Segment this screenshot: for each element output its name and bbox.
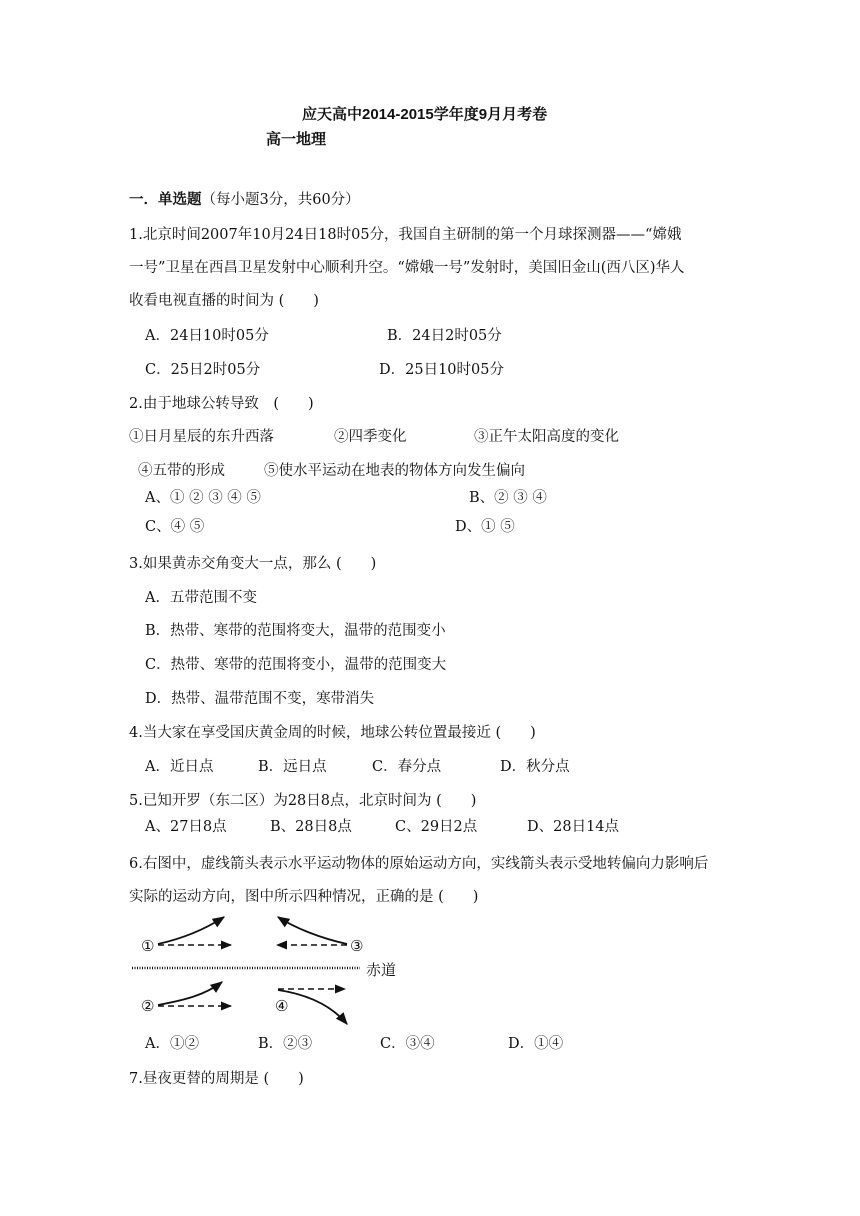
q3-option-c: C．热带、寒带的范围将变小，温带的范围变大	[145, 657, 447, 673]
q2-option-a: A、① ② ③ ④ ⑤	[145, 490, 261, 506]
q1-stem-line-2: 一号”卫星在西昌卫星发射中心顺利升空。“嫦娥一号”发射时，美国旧金山(西八区)华人	[129, 260, 685, 276]
case-1-label: ①	[141, 937, 155, 955]
q2-stem: 2.由于地球公转导致 ( )	[129, 396, 314, 412]
q6-option-a: A．①②	[145, 1036, 199, 1052]
case-4-label: ④	[275, 997, 289, 1015]
case-1-deflected-arrow	[158, 917, 224, 944]
q1-option-c: C．25日2时05分	[145, 362, 261, 378]
q4-stem: 4.当大家在享受国庆黄金周的时候，地球公转位置最接近 ( )	[129, 725, 536, 741]
q2-item-4: ④五带的形成	[138, 463, 225, 479]
q2-item-2: ②四季变化	[334, 429, 407, 445]
q6-stem-line-1: 6.右图中，虚线箭头表示水平运动物体的原始运动方向，实线箭头表示受地转偏向力影响后	[129, 856, 709, 872]
q4-option-d: D．秋分点	[500, 759, 570, 775]
case-2-label: ②	[141, 997, 155, 1015]
q4-option-c: C．春分点	[372, 759, 442, 775]
q4-option-b: B．远日点	[258, 759, 327, 775]
q1-option-a: A．24日10时05分	[145, 328, 269, 344]
exam-title: 应天高中2014-2015学年度9月月考卷	[302, 106, 548, 123]
q5-option-c: C、29日2点	[395, 819, 478, 835]
case-3-deflected-arrow	[278, 917, 347, 944]
q5-stem: 5.已知开罗（东二区）为28日8点，北京时间为 ( )	[129, 793, 477, 809]
q1-stem-line-1: 1.北京时间2007年10月24日18时05分，我国自主研制的第一个月球探测器——“嫦娥	[129, 227, 682, 243]
q2-option-b: B、② ③ ④	[469, 490, 547, 506]
q4-option-a: A．近日点	[145, 759, 214, 775]
case-2-deflected-arrow	[158, 982, 222, 1005]
q1-option-b: B．24日2时05分	[387, 328, 502, 344]
q6-option-b: B．②③	[258, 1036, 313, 1052]
q5-option-a: A、27日8点	[145, 819, 227, 835]
q5-option-d: D、28日14点	[527, 819, 620, 835]
q3-stem: 3.如果黄赤交角变大一点，那么 ( )	[129, 556, 377, 572]
q5-option-b: B、28日8点	[270, 819, 352, 835]
q2-option-c: C、④ ⑤	[145, 519, 205, 535]
case-3-label: ③	[350, 937, 364, 955]
q6-stem-line-2: 实际的运动方向，图中所示四种情况，正确的是 ( )	[129, 889, 479, 905]
q6-option-c: C．③④	[380, 1036, 435, 1052]
q2-item-3: ③正午太阳高度的变化	[474, 429, 619, 445]
section-note: （每小题3分，共60分）	[201, 192, 360, 208]
q3-option-d: D．热带、温带范围不变，寒带消失	[145, 691, 375, 707]
equator-label: 赤道	[366, 961, 397, 979]
q1-stem-line-3: 收看电视直播的时间为 ( )	[129, 293, 319, 309]
q2-item-1: ①日月星辰的东升西落	[129, 429, 274, 445]
q1-option-d: D．25日10时05分	[379, 362, 504, 378]
q2-option-d: D、① ⑤	[455, 519, 515, 535]
q7-stem: 7.昼夜更替的周期是 ( )	[129, 1071, 304, 1087]
exam-subject: 高一地理	[266, 131, 327, 148]
q3-option-a: A．五带范围不变	[145, 590, 257, 606]
q3-option-b: B．热带、寒带的范围将变大，温带的范围变小	[145, 623, 446, 639]
q2-item-5: ⑤使水平运动在地表的物体方向发生偏向	[264, 463, 525, 479]
section-label: 一．单选题	[129, 192, 202, 208]
q6-option-d: D．①④	[508, 1036, 564, 1052]
